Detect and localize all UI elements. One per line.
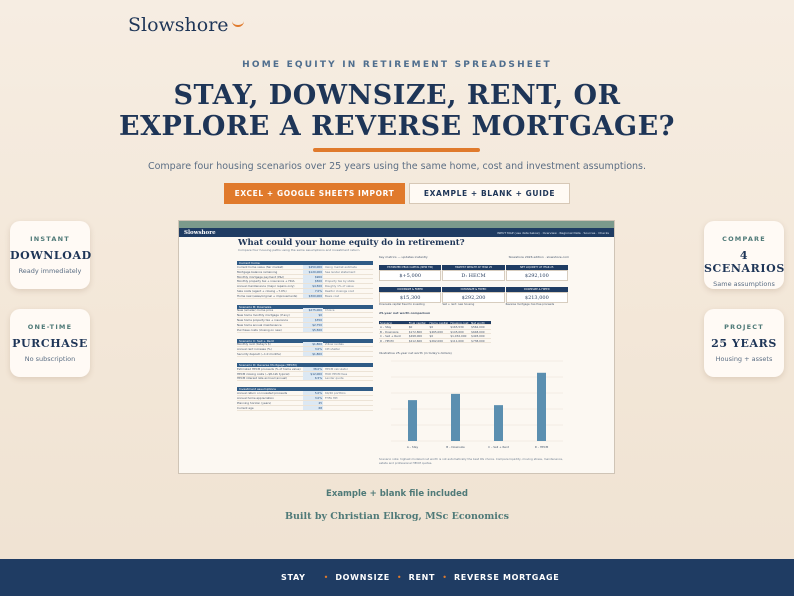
sheet-section-header: Investment assumptions bbox=[237, 387, 373, 391]
sheet-cell-label: New (smaller) home price bbox=[237, 308, 274, 313]
footer-item-reverse-mortgage[interactable]: REVERSE MORTGAGE bbox=[453, 573, 560, 582]
sheet-cell-value[interactable]: $12,000 bbox=[303, 372, 323, 376]
sheet-input-row bbox=[237, 328, 373, 333]
card-label: COMPARE bbox=[722, 235, 766, 243]
card-label: ONE-TIME bbox=[27, 323, 73, 331]
feature-card-project bbox=[704, 309, 784, 377]
sheet-cell-note: See lender statement bbox=[325, 269, 356, 274]
sheet-cell-note: Roughly 1% of value bbox=[325, 284, 354, 289]
sheet-section-header: Scenario B: Downsize bbox=[237, 305, 373, 309]
sheet-cell-note: Zillow rentals bbox=[325, 342, 344, 347]
sheet-cell-label: Annual return on invested proceeds bbox=[237, 391, 288, 396]
table-cell: $0 bbox=[429, 325, 434, 330]
sheet-cell-label: Current home value (fair market) bbox=[237, 264, 284, 269]
sheet-cell-note: Lender quote bbox=[325, 376, 344, 381]
sheet-cell-note: Choice bbox=[325, 308, 335, 313]
sheet-cell-label: Annual home appreciation bbox=[237, 396, 274, 401]
sheet-cell-label: Monthly property tax + insurance + HOA bbox=[237, 279, 295, 284]
bar-chart-svg bbox=[379, 355, 569, 451]
scenario-head: DOWNSIZE & FREED bbox=[442, 287, 504, 292]
sheet-input-row bbox=[237, 352, 373, 357]
scenario-head: DOWNSIZE & FREED bbox=[379, 287, 441, 292]
summary-value: D: HECM bbox=[442, 270, 504, 281]
card-sub: Housing + assets bbox=[715, 355, 773, 363]
compare-title: 25-year net worth comparison bbox=[379, 311, 431, 315]
sheet-section-header: Scenario C: Sell + Rent bbox=[237, 339, 373, 343]
sheet-cell-value[interactable]: $275,000 bbox=[303, 308, 323, 312]
sheet-cell-note: Realtor closings cost bbox=[325, 288, 354, 293]
sheet-cell-value[interactable]: 68 bbox=[303, 406, 323, 410]
spreadsheet-preview bbox=[178, 220, 615, 474]
sheet-cell-value[interactable]: 6.5% bbox=[303, 376, 323, 380]
sheet-cell-value[interactable]: 5.0% bbox=[303, 391, 323, 395]
footer-item-stay[interactable]: STAY bbox=[281, 573, 306, 582]
table-row bbox=[379, 339, 491, 343]
chart-bar bbox=[494, 405, 503, 441]
sheet-input-row bbox=[237, 294, 373, 299]
card-sub: Same assumptions bbox=[713, 280, 775, 288]
card-sub: No subscription bbox=[24, 355, 76, 363]
sheet-cell-value[interactable]: $1,800 bbox=[303, 352, 323, 356]
feature-card-purchase bbox=[10, 309, 90, 377]
scenario-note: Sell + rent: new housing bbox=[442, 303, 475, 306]
scenario-note: Reverse mortgage: tax-free proceeds bbox=[505, 303, 555, 306]
sheet-input-row bbox=[237, 406, 373, 411]
hero-subtitle: Compare four housing scenarios over 25 years using the same home, cost and investment assumptions. bbox=[147, 161, 647, 172]
sheet-cell-label: Security deposit (~1.0 months) bbox=[237, 352, 281, 357]
card-value: PURCHASE bbox=[12, 337, 88, 350]
scenario-value: $15,300 bbox=[379, 292, 441, 303]
sheet-cell-value[interactable]: 38.0% bbox=[303, 367, 323, 371]
chart-tick-label: C – Sell + Rent bbox=[488, 445, 509, 449]
headline-underline bbox=[313, 148, 480, 152]
table-cell: $111,000 bbox=[450, 338, 464, 343]
sheet-cell-value[interactable]: $350 bbox=[303, 318, 323, 322]
sheet-cell-label: HECM closing costs (~$8-12k typical) bbox=[237, 371, 290, 376]
summary-edition: Slowshore 2026 edition · slowshore.com bbox=[508, 255, 569, 259]
summary-head: ESTIMATED PEAK CAPITAL (NEW TIR) bbox=[379, 265, 441, 270]
table-cell: $145,000 bbox=[450, 329, 464, 334]
table-cell: $172,800 bbox=[408, 329, 423, 334]
sheet-cell-label: Annual maintenance (major repairs only) bbox=[237, 284, 295, 289]
logo-smile-icon bbox=[232, 21, 244, 27]
chart-bar bbox=[451, 394, 460, 441]
sheet-cell-label: Annual rent increase (%) bbox=[237, 347, 272, 352]
card-value: 4 SCENARIOS bbox=[704, 249, 785, 275]
card-label: INSTANT bbox=[30, 235, 70, 243]
bullet-icon: • bbox=[442, 573, 447, 582]
scenario-values bbox=[379, 292, 569, 303]
sheet-cell-value[interactable]: $5,500 bbox=[303, 328, 323, 332]
sheet-cell-note: FHFA HPI bbox=[325, 396, 338, 401]
sheet-header bbox=[179, 228, 614, 237]
table-cell: $498,000 bbox=[408, 334, 423, 339]
card-label: PROJECT bbox=[724, 323, 764, 331]
chart-tick-label: B – Downsize bbox=[446, 445, 465, 449]
sheet-cell-value[interactable]: $300,000 bbox=[303, 294, 323, 298]
sheet-cell-note: HUD HECM fees bbox=[325, 371, 348, 376]
table-cell: $212,600 bbox=[408, 338, 423, 343]
sheet-section-header: Current home bbox=[237, 261, 373, 265]
table-cell: Final capital bbox=[408, 321, 426, 325]
sheet-cell-label: Current age bbox=[237, 405, 254, 410]
table-cell: $738,000 bbox=[471, 338, 485, 343]
sheet-summary bbox=[379, 255, 569, 343]
author-byline: Built by Christian Elkrog, MSc Economics bbox=[284, 511, 509, 522]
scenario-value: $292,200 bbox=[442, 292, 504, 303]
sheet-brand: Slowshore bbox=[184, 229, 216, 236]
summary-head: NET LIQUIDITY AT YEAR 25 bbox=[506, 265, 568, 270]
sheet-cell-value[interactable]: 25 bbox=[303, 401, 323, 405]
table-cell: Housing cost bbox=[450, 321, 469, 325]
bullet-icon: • bbox=[396, 573, 402, 582]
sheet-cell-label: Monthly mortgage payment (P&I) bbox=[237, 274, 284, 279]
chart-tick-label: A – Stay bbox=[406, 445, 419, 449]
sheet-subline: Compare four housing paths using the same assumptions and investment return. bbox=[238, 248, 361, 252]
summary-head: HIGHEST WEALTH AT YEAR 25 bbox=[442, 265, 504, 270]
chart-title: Illustrative 25-year net worth (in today's dollars) bbox=[379, 351, 452, 355]
sheet-cell-value[interactable]: 7.0% bbox=[303, 289, 323, 293]
sheet-title: What could your home equity do in retirement? bbox=[238, 238, 465, 248]
sheet-cell-label: New home property tax + insurance bbox=[237, 318, 288, 323]
scenario-note: Downsize capital freed to investing bbox=[379, 303, 425, 306]
sheet-cell-value[interactable]: $0 bbox=[303, 313, 323, 317]
chart-bar bbox=[408, 400, 417, 441]
table-cell: Scenario bbox=[380, 321, 393, 325]
sheet-nav: INPUT MAP (use data below) · Overview · Regional Data · Sources · Checks bbox=[497, 230, 609, 235]
page-headline bbox=[0, 80, 794, 142]
feature-card-download bbox=[10, 221, 90, 289]
sheet-cell-label: Planning horizon (years) bbox=[237, 400, 272, 405]
sheet-cell-value[interactable]: $450,000 bbox=[303, 265, 323, 269]
table-cell: $493,000 bbox=[471, 334, 485, 339]
summary-values bbox=[379, 270, 569, 281]
card-value: DOWNLOAD bbox=[10, 249, 92, 262]
scenario-head: DOWNSIZE & FREED bbox=[506, 287, 568, 292]
footer-item-downsize[interactable]: DOWNSIZE bbox=[335, 573, 390, 582]
table-cell: $648,000 bbox=[471, 329, 485, 334]
sheet-cell-note: Using market estimate bbox=[325, 264, 357, 269]
compare-table bbox=[379, 321, 491, 343]
table-cell: $262,000 bbox=[429, 338, 443, 343]
sheet-cell-note: Basis cost bbox=[325, 293, 340, 298]
sheet-cell-label: Purchase costs (closing on new) bbox=[237, 327, 282, 332]
table-cell: B – Downsize bbox=[380, 329, 399, 334]
eyebrow-label: HOME EQUITY IN RETIREMENT SPREADSHEET bbox=[242, 60, 552, 70]
footer-item-rent[interactable]: RENT bbox=[408, 573, 436, 582]
logo-wordmark: Slowshore bbox=[128, 14, 229, 36]
table-cell: $562,000 bbox=[471, 325, 485, 330]
sheet-cell-value[interactable]: $1,800 bbox=[303, 342, 323, 346]
table-cell: A – Stay bbox=[380, 325, 392, 330]
summary-caption: Key metrics — updates instantly bbox=[379, 255, 428, 259]
chart-footnote: Scenario note: highest modeled net worth is not automatically the best life choice. Compare liquidity, moving stress, maintenance, estate and professional HECM quotes. bbox=[379, 457, 563, 465]
chart-bar bbox=[537, 373, 546, 441]
sheet-cell-label: Home real (sales/original + improvements) bbox=[237, 293, 298, 298]
sheet-cell-label: Estimated HECM proceeds (% of home value) bbox=[237, 366, 301, 371]
table-cell: $165,530 bbox=[450, 325, 464, 330]
card-value: 25 YEARS bbox=[711, 337, 777, 350]
excel-import-button[interactable]: EXCEL + GOOGLE SHEETS IMPORT bbox=[224, 183, 405, 204]
sheet-cell-note: Property tax by state bbox=[325, 279, 355, 284]
sheet-cell-note: CPI shelter bbox=[325, 347, 341, 352]
sheet-cell-label: Monthly rent (today's $) bbox=[237, 342, 271, 347]
example-guide-button[interactable]: EXAMPLE + BLANK + GUIDE bbox=[409, 183, 570, 204]
footer-bar bbox=[0, 559, 794, 596]
table-cell: $1,032,000 bbox=[450, 334, 467, 339]
sheet-cell-label: New home annual maintenance bbox=[237, 322, 282, 327]
table-cell: $465,000 bbox=[429, 329, 443, 334]
sheet-cell-label: HECM interest rate accrual (annual) bbox=[237, 376, 288, 381]
table-cell: $0 bbox=[408, 325, 413, 330]
chart-tick-label: D – HECM bbox=[534, 445, 549, 449]
scenario-value: $213,000 bbox=[506, 292, 568, 303]
sheet-input-row bbox=[237, 377, 373, 382]
headline-line-2: EXPLORE A REVERSE MORTGAGE? bbox=[119, 111, 675, 142]
table-cell: Home capital bbox=[429, 321, 449, 325]
bullet-icon: • bbox=[323, 573, 329, 582]
card-sub: Ready immediately bbox=[18, 267, 82, 275]
table-cell: $0 bbox=[429, 334, 434, 339]
sheet-cell-note: 60/40 portfolio bbox=[325, 391, 346, 396]
sheet-cell-value[interactable]: $4,500 bbox=[303, 284, 323, 288]
summary-value: $292,100 bbox=[506, 270, 568, 281]
sheet-cell-note: HECM calculator bbox=[325, 366, 348, 371]
slowshore-logo[interactable] bbox=[128, 14, 244, 36]
feature-card-compare bbox=[704, 221, 784, 289]
table-cell: Net worth bbox=[471, 321, 485, 325]
table-cell: C – Sell + Rent bbox=[380, 334, 401, 339]
sheet-cell-value[interactable]: $120,000 bbox=[303, 270, 323, 274]
sheet-cell-value[interactable]: $2,750 bbox=[303, 323, 323, 327]
summary-value: $+5,000 bbox=[379, 270, 441, 281]
sheet-cell-value[interactable]: $500 bbox=[303, 279, 323, 283]
sheet-cell-value[interactable]: 3.0% bbox=[303, 347, 323, 351]
sheet-topbar bbox=[179, 221, 614, 228]
sheet-cell-label: New home monthly mortgage (if any) bbox=[237, 313, 290, 318]
sheet-cell-value[interactable]: $900 bbox=[303, 275, 323, 279]
sheet-cell-label: Mortgage balance remaining bbox=[237, 269, 278, 274]
sheet-cell-label: Sale costs (agent + closing ~7.0%) bbox=[237, 288, 287, 293]
sheet-cell-value[interactable]: 3.0% bbox=[303, 396, 323, 400]
headline-line-1: STAY, DOWNSIZE, RENT, OR bbox=[173, 80, 621, 111]
sheet-section-header: Scenario D: Reverse Mortgage (HECM) bbox=[237, 363, 373, 367]
net-worth-chart bbox=[379, 351, 569, 453]
file-caption: Example + blank file included bbox=[326, 489, 468, 499]
sheet-inputs bbox=[237, 255, 373, 411]
table-cell: D – HECM bbox=[380, 338, 394, 343]
